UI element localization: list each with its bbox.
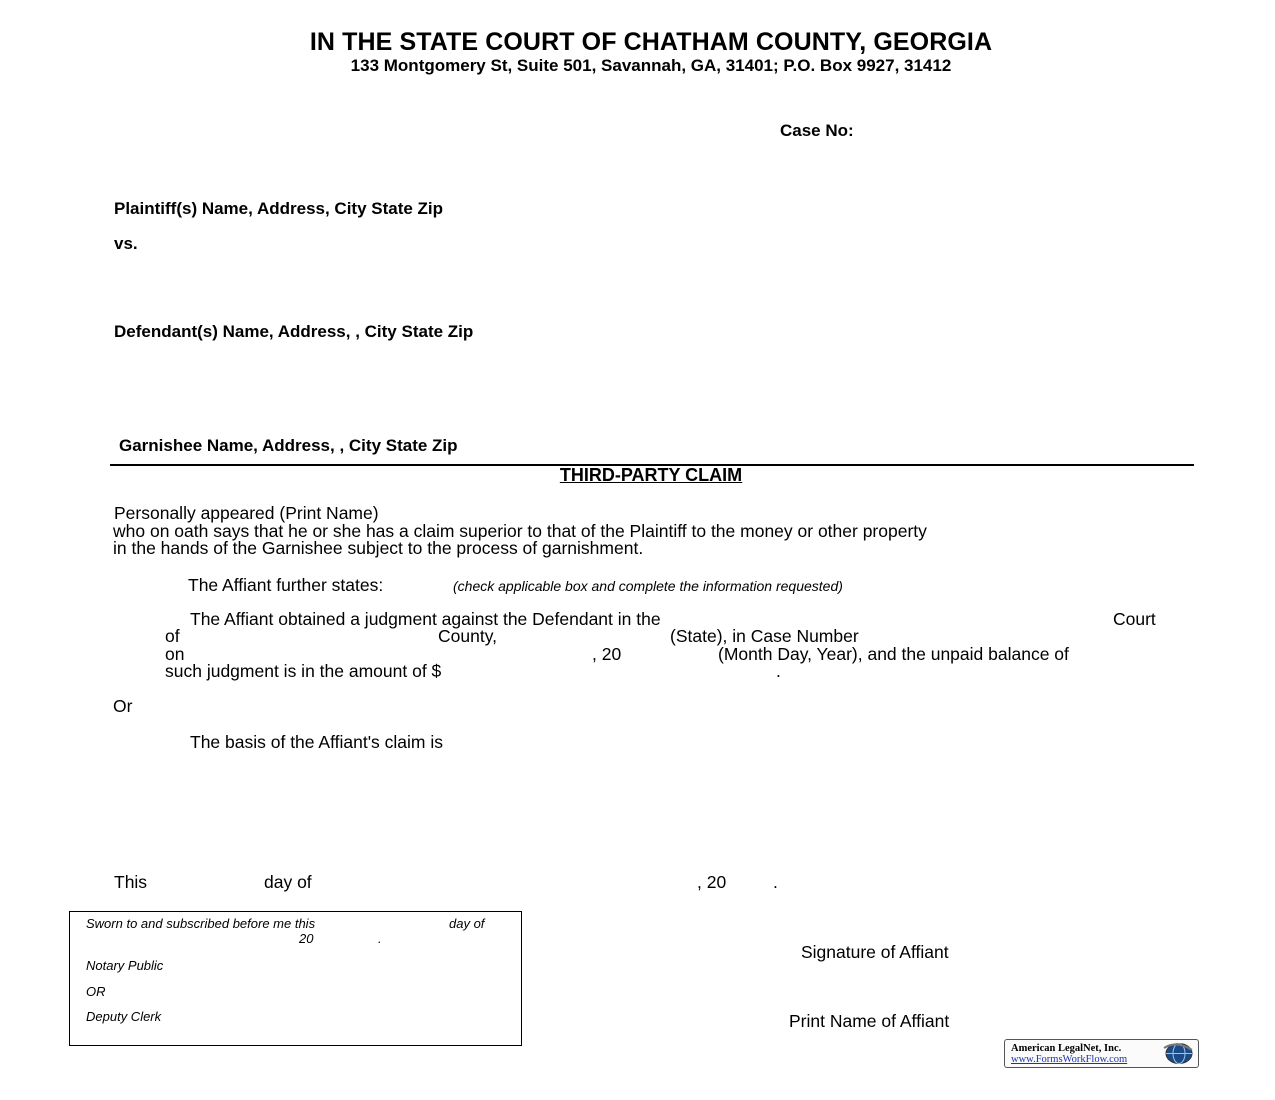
- notary-box: [69, 911, 522, 1046]
- judgment-of: of: [165, 626, 180, 646]
- judgment-amount-period: .: [776, 661, 781, 681]
- further-states-note: (check applicable box and complete the information requested): [453, 578, 843, 594]
- globe-icon: [1161, 1042, 1194, 1065]
- notary-day-of: day of: [449, 916, 485, 931]
- notary-public-label: Notary Public: [86, 958, 164, 973]
- signature-label: Signature of Affiant: [801, 942, 949, 962]
- basis-line: The basis of the Affiant's claim is: [190, 732, 443, 752]
- judgment-year-prefix: , 20: [592, 644, 622, 664]
- judgment-line-1: The Affiant obtained a judgment against the Defendant in the: [190, 609, 661, 629]
- brand-name: American LegalNet, Inc.: [1011, 1043, 1122, 1054]
- brand-logo[interactable]: [1004, 1039, 1199, 1068]
- date-this: This: [114, 872, 148, 892]
- judgment-state: (State), in Case Number: [670, 626, 859, 646]
- print-name-label: Print Name of Affiant: [789, 1011, 950, 1031]
- deputy-clerk-label: Deputy Clerk: [86, 1009, 162, 1024]
- or-label: Or: [113, 696, 133, 716]
- vs-label: vs.: [114, 234, 138, 253]
- defendant-label: Defendant(s) Name, Address, , City State Zip: [114, 322, 474, 341]
- date-period: .: [773, 872, 778, 892]
- brand-url-link[interactable]: www.FormsWorkFlow.com: [1011, 1054, 1128, 1065]
- judgment-county: County,: [438, 626, 498, 646]
- notary-period: .: [378, 931, 382, 946]
- judgment-court-word: Court: [1113, 609, 1156, 629]
- date-year-prefix: , 20: [697, 872, 727, 892]
- garnishee-label: Garnishee Name, Address, , City State Zip: [119, 436, 458, 455]
- notary-year-prefix: 20: [299, 931, 314, 946]
- date-day-of: day of: [264, 872, 312, 892]
- oath-line-2: in the hands of the Garnishee subject to the process of garnishment.: [113, 538, 644, 558]
- court-title: IN THE STATE COURT OF CHATHAM COUNTY, GEORGIA: [309, 28, 993, 56]
- judgment-balance-text: (Month Day, Year), and the unpaid balance of: [718, 644, 1069, 664]
- claim-title: THIRD-PARTY CLAIM: [559, 465, 743, 485]
- case-number-label: Case No:: [780, 121, 854, 140]
- judgment-on: on: [165, 644, 185, 664]
- further-states: The Affiant further states:: [188, 575, 384, 595]
- court-address: 133 Montgomery St, Suite 501, Savannah, GA, 31401; P.O. Box 9927, 31412: [350, 56, 952, 75]
- appeared-line: Personally appeared (Print Name): [114, 503, 379, 523]
- notary-or-label: OR: [86, 984, 106, 999]
- notary-sworn-text: Sworn to and subscribed before me this: [86, 916, 316, 931]
- oath-line-1: who on oath says that he or she has a claim superior to that of the Plaintiff to the money or other property: [113, 521, 927, 541]
- plaintiff-label: Plaintiff(s) Name, Address, City State Zip: [114, 199, 444, 218]
- judgment-amount-text: such judgment is in the amount of $: [165, 661, 442, 681]
